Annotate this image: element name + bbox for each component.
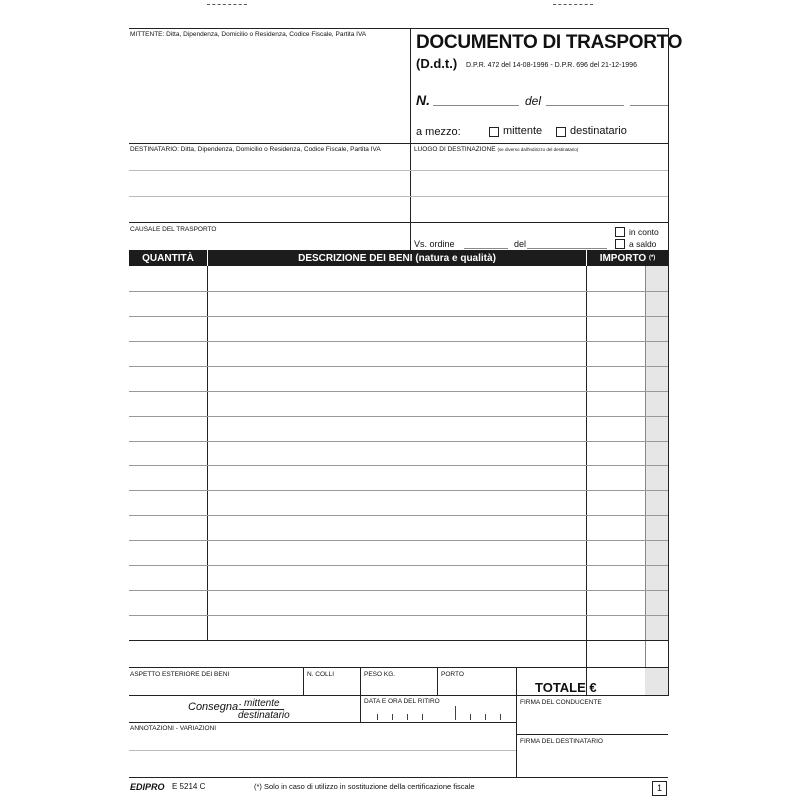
date-field[interactable] xyxy=(546,105,624,106)
number-field[interactable] xyxy=(433,105,519,106)
footer-div-1 xyxy=(303,667,304,695)
right-border xyxy=(668,28,669,696)
table-row[interactable] xyxy=(129,490,668,491)
page-number: 1 xyxy=(652,781,667,796)
driver-sign-label: FIRMA DEL CONDUCENTE xyxy=(520,699,602,706)
payment-balance-label: a saldo xyxy=(629,239,657,249)
pickup-tick xyxy=(500,714,501,720)
pickup-label: DATA E ORA DEL RITIRO xyxy=(364,698,440,705)
delivery-sender: mittente xyxy=(244,698,280,709)
table-row[interactable] xyxy=(129,465,668,466)
recipient-label: DESTINATARIO: Ditta, Dipendenza, Domicilio o Residenza, Codice Fiscale, Partita IVA xyxy=(130,146,381,153)
pickup-tick xyxy=(392,714,393,720)
document-abbr: (D.d.t.) xyxy=(416,56,458,71)
total-label: TOTALE € xyxy=(535,680,597,695)
date-label: del xyxy=(525,94,542,108)
pickup-tick xyxy=(407,714,408,720)
number-label: N. xyxy=(416,92,430,108)
cents-divider xyxy=(645,266,646,696)
pickup-tick xyxy=(485,714,486,720)
total-box-top xyxy=(586,667,668,668)
footer-row-3-top xyxy=(129,722,516,723)
order-number-field[interactable] xyxy=(464,248,508,249)
table-row[interactable] xyxy=(129,615,668,616)
recipient-sign-top xyxy=(516,734,668,735)
recipient-line-1[interactable] xyxy=(129,170,410,171)
footnote: (*) Solo in caso di utilizzo in sostituzione della certificazione fiscale xyxy=(254,782,475,791)
table-row[interactable] xyxy=(129,341,668,342)
order-date-label: del xyxy=(514,239,527,249)
table-row[interactable] xyxy=(129,640,668,641)
recipient-sign-label: FIRMA DEL DESTINATARIO xyxy=(520,738,603,745)
footer-div-3 xyxy=(437,667,438,695)
recipient-line-2[interactable] xyxy=(129,196,410,197)
sender-label: MITTENTE: Ditta, Dipendenza, Domicilio o Residenza, Codice Fiscale, Partita IVA xyxy=(130,31,367,38)
footer-row-2-top xyxy=(129,695,668,696)
transport-recipient-checkbox[interactable] xyxy=(556,127,566,137)
document-title: DOCUMENTO DI TRASPORTO xyxy=(416,32,683,53)
brand-logo: EDIPRO xyxy=(130,782,165,792)
description-divider xyxy=(586,266,587,696)
cut-mark-right xyxy=(553,4,593,5)
pickup-tick xyxy=(422,714,423,720)
header-divider xyxy=(410,28,411,250)
carriage-label: PORTO xyxy=(441,671,464,678)
packages-label: N. COLLI xyxy=(307,671,335,678)
destination-label: LUOGO DI DESTINAZIONE (se diverso dall'indirizzo del destinatario) xyxy=(414,146,579,153)
destination-line-1[interactable] xyxy=(410,170,668,171)
top-border xyxy=(129,28,668,29)
cut-mark-left xyxy=(207,4,247,5)
recipient-bottom xyxy=(129,222,411,223)
notes-line[interactable] xyxy=(129,750,516,751)
delivery-label: Consegna: xyxy=(188,701,242,713)
column-description-header: DESCRIZIONE DEI BENI (natura e qualità) xyxy=(208,250,586,266)
weight-label: PESO KG. xyxy=(364,671,396,678)
column-quantity-header: QUANTITÀ xyxy=(129,250,207,266)
form-code: E 5214 C xyxy=(172,782,206,791)
quantity-divider xyxy=(207,266,208,640)
pickup-tick xyxy=(377,714,378,720)
total-cents-shade xyxy=(645,667,668,695)
transport-recipient-label: destinatario xyxy=(570,125,627,137)
table-row[interactable] xyxy=(129,441,668,442)
destination-line-2[interactable] xyxy=(410,196,668,197)
document-reference: D.P.R. 472 del 14-08-1996 - D.P.R. 696 del 21-12-1996 xyxy=(466,62,637,69)
pickup-tick xyxy=(470,714,471,720)
transport-sender-label: mittente xyxy=(503,125,543,137)
table-row[interactable] xyxy=(129,565,668,566)
payment-on-account-label: in conto xyxy=(629,227,659,237)
sender-bottom xyxy=(129,143,411,144)
table-row[interactable] xyxy=(129,291,668,292)
table-row[interactable] xyxy=(129,540,668,541)
column-amount-header: IMPORTO (*) xyxy=(587,250,668,266)
table-row[interactable] xyxy=(129,391,668,392)
table-row[interactable] xyxy=(129,416,668,417)
delivery-recipient: destinatario xyxy=(238,710,290,721)
title-bottom xyxy=(410,143,668,144)
footer-bottom xyxy=(129,777,668,778)
date-year-field[interactable] xyxy=(630,105,668,106)
payment-balance-checkbox[interactable] xyxy=(615,239,625,249)
table-row[interactable] xyxy=(129,515,668,516)
order-label: Vs. ordine xyxy=(414,239,455,249)
table-row[interactable] xyxy=(129,590,668,591)
order-date-field[interactable] xyxy=(527,248,607,249)
destination-bottom xyxy=(410,222,668,223)
payment-on-account-checkbox[interactable] xyxy=(615,227,625,237)
table-row[interactable] xyxy=(129,366,668,367)
reason-label: CAUSALE DEL TRASPORTO xyxy=(130,226,217,233)
appearance-label: ASPETTO ESTERIORE DEI BENI xyxy=(130,671,230,678)
pickup-tick xyxy=(455,706,456,720)
transport-sender-checkbox[interactable] xyxy=(489,127,499,137)
footer-div-4 xyxy=(516,667,517,777)
table-row[interactable] xyxy=(129,316,668,317)
transport-label: a mezzo: xyxy=(416,126,461,138)
amount-cents-shade xyxy=(645,266,668,640)
notes-label: ANNOTAZIONI - VARIAZIONI xyxy=(130,725,217,732)
